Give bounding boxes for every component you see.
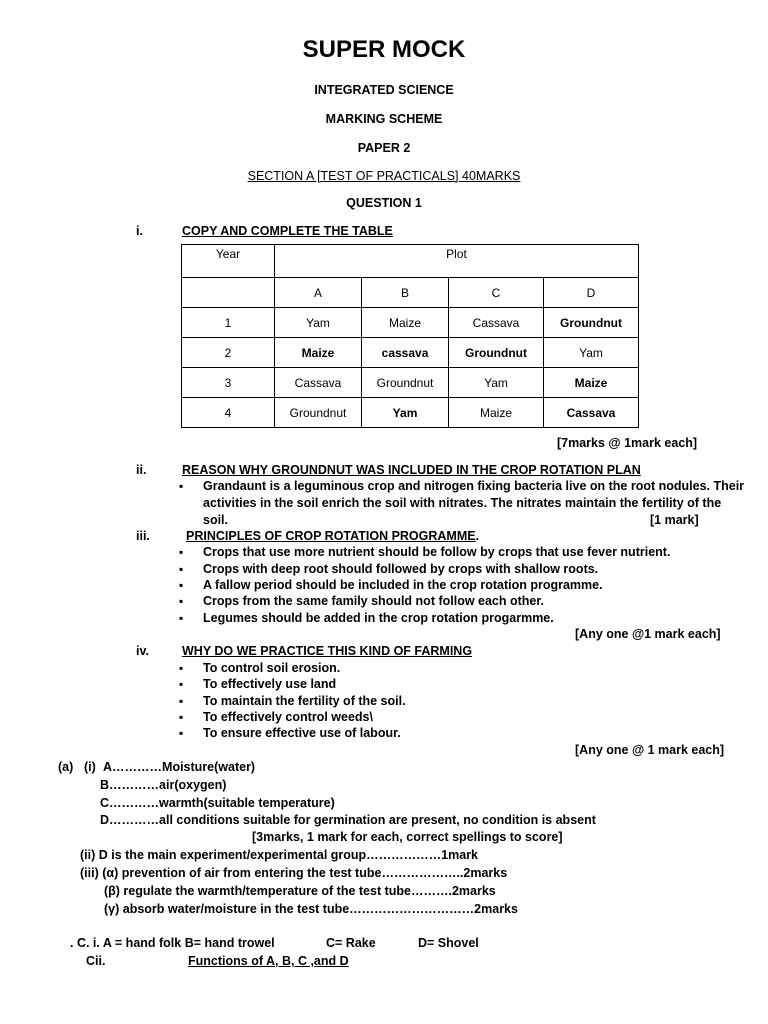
part-a-gamma: (γ) absorb water/moisture in the test tube…………………………2marks: [104, 902, 518, 916]
part-i-marks: [7marks @ 1mark each]: [557, 436, 698, 450]
list-item: ▪ Crops that use more nutrient should be follow by crops that use fever nutrient.: [203, 545, 670, 559]
part-cii-label: Cii.: [86, 954, 106, 968]
table-cell: Cassava: [544, 398, 639, 428]
part-ii-heading: REASON WHY GROUNDNUT WAS INCLUDED IN THE CROP ROTATION PLAN: [182, 463, 641, 477]
table-cell: Cassava: [275, 368, 362, 398]
part-iii-heading-period: .: [475, 529, 480, 543]
part-i-number: i.: [136, 224, 143, 238]
year-cell: 2: [182, 338, 275, 368]
part-iv-heading: WHY DO WE PRACTICE THIS KIND OF FARMING: [182, 644, 473, 658]
part-ii-line-3: soil.: [203, 513, 229, 527]
question-heading: QUESTION 1: [346, 196, 422, 210]
part-ii-line-2: activities in the soil enrich the soil with nitrates. The nitrates maintain the fertility of the: [203, 496, 722, 510]
part-ii-marks: [1 mark]: [650, 513, 699, 527]
scheme-heading: MARKING SCHEME: [325, 112, 443, 126]
part-a-label: (a): [58, 760, 74, 774]
part-a-line-a: A…………Moisture(water): [103, 760, 256, 774]
part-c-label-c: C= Rake: [326, 936, 376, 950]
table-cell: Maize: [362, 308, 449, 338]
list-item: ▪ Crops with deep root should followed by crops with shallow roots.: [203, 562, 598, 576]
table-cell: Maize: [544, 368, 639, 398]
table-cell: Yam: [362, 398, 449, 428]
part-a-line-c: C…………warmth(suitable temperature): [100, 796, 335, 810]
part-c-line: . C. i. A = hand folk B= hand trowel: [70, 936, 275, 950]
plot-letters-row: [182, 278, 639, 308]
plot-label: C: [449, 278, 544, 308]
part-cii-heading: Functions of A, B, C ,and D: [188, 954, 349, 968]
table-row: [182, 338, 639, 368]
year-cell: 1: [182, 308, 275, 338]
list-item: ▪ To effectively use land: [203, 677, 336, 691]
table-cell: Yam: [544, 338, 639, 368]
list-item: ▪ To effectively control weeds\: [203, 710, 373, 724]
list-item: ▪ To ensure effective use of labour.: [203, 726, 401, 740]
subject-heading: INTEGRATED SCIENCE: [314, 83, 454, 97]
plot-label: B: [362, 278, 449, 308]
paper-heading: PAPER 2: [357, 141, 411, 155]
list-item: ▪ Legumes should be added in the crop rotation progarmme.: [203, 611, 554, 625]
year-cell: 3: [182, 368, 275, 398]
list-item: ▪ A fallow period should be included in the crop rotation programme.: [203, 578, 603, 592]
part-iii-heading-wrap: [186, 529, 479, 543]
table-header-row: [182, 245, 639, 278]
table-cell: Yam: [275, 308, 362, 338]
part-a-sub-label: (i): [84, 760, 96, 774]
year-cell: 4: [182, 398, 275, 428]
list-item: ▪ Crops from the same family should not follow each other.: [203, 594, 544, 608]
table-row: [182, 368, 639, 398]
table-cell: Cassava: [449, 308, 544, 338]
part-iii-number: iii.: [136, 529, 150, 543]
plot-header: Plot: [275, 245, 639, 278]
table-cell: Yam: [449, 368, 544, 398]
crop-rotation-table: [181, 244, 639, 428]
part-iii-marks: [Any one @1 mark each]: [575, 627, 721, 641]
table-cell: Maize: [449, 398, 544, 428]
table-cell: Maize: [275, 338, 362, 368]
part-ii-line-1: ▪ Grandaunt is a leguminous crop and nitrogen fixing bacteria live on the root nodules. Their: [203, 479, 744, 493]
part-iii-heading: PRINCIPLES OF CROP ROTATION PROGRAMME: [186, 529, 476, 543]
part-a-beta: (β) regulate the warmth/temperature of the test tube……….2marks: [104, 884, 496, 898]
page-title: SUPER MOCK: [302, 36, 466, 63]
part-a-ii: (ii) D is the main experiment/experimental group………………1mark: [80, 848, 479, 862]
part-iv-number: iv.: [136, 644, 149, 658]
part-i-heading: COPY AND COMPLETE THE TABLE: [182, 224, 393, 238]
empty-cell: [182, 278, 275, 308]
table-cell: Groundnut: [275, 398, 362, 428]
list-item: ▪ To control soil erosion.: [203, 661, 340, 675]
part-a-line-d: D…………all conditions suitable for germination are present, no condition is absent: [100, 813, 596, 827]
year-header: Year: [182, 245, 275, 278]
part-iv-marks: [Any one @ 1 mark each]: [575, 743, 725, 757]
plot-label: D: [544, 278, 639, 308]
part-c-label-d: D= Shovel: [418, 936, 479, 950]
section-heading: SECTION A [TEST OF PRACTICALS] 40MARKS: [247, 169, 521, 183]
part-a-iii: (iii) (α) prevention of air from entering the test tube………………..2marks: [80, 866, 508, 880]
table-row: [182, 308, 639, 338]
part-a-line-b: B…………air(oxygen): [100, 778, 227, 792]
plot-label: A: [275, 278, 362, 308]
part-ii-number: ii.: [136, 463, 147, 477]
table-cell: Groundnut: [544, 308, 639, 338]
part-a-marks: [3marks, 1 mark for each, correct spellings to score]: [252, 830, 563, 844]
list-item: ▪ To maintain the fertility of the soil.: [203, 694, 406, 708]
table-row: [182, 398, 639, 428]
table-cell: Groundnut: [449, 338, 544, 368]
table-cell: Groundnut: [362, 368, 449, 398]
table-cell: cassava: [362, 338, 449, 368]
